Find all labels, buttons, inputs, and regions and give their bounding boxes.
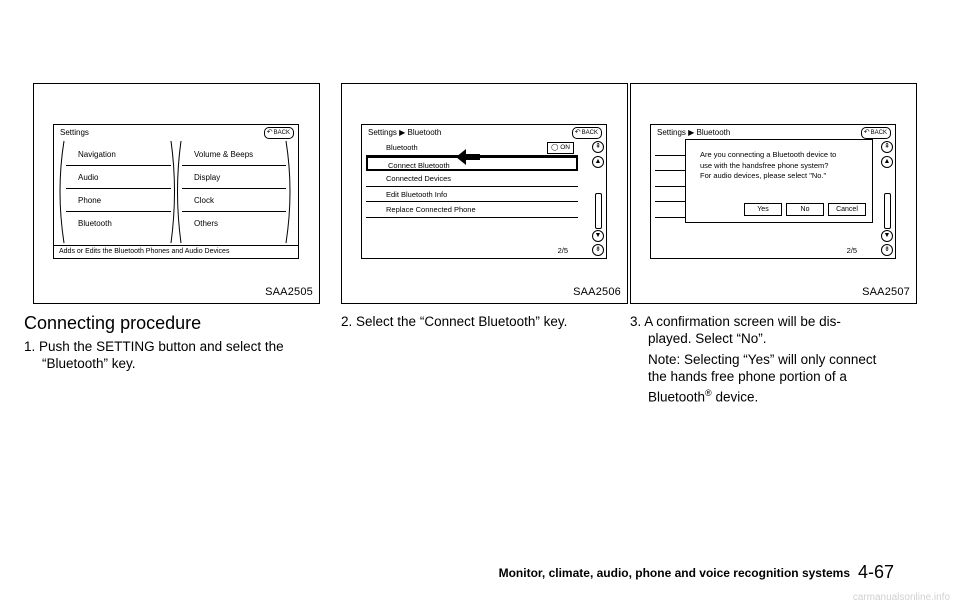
scroll-bottom-icon[interactable]: ⇟	[881, 244, 893, 256]
screen-settings	[53, 124, 299, 259]
list-item-connect-bluetooth[interactable]: Connect Bluetooth	[366, 156, 578, 172]
back-arrow-icon: ↶	[266, 129, 273, 136]
footer-section-title: Monitor, climate, audio, phone and voice recognition systems	[498, 566, 850, 580]
cancel-button[interactable]: Cancel	[828, 203, 866, 216]
list-item-connected-devices[interactable]: Connected Devices	[366, 171, 578, 187]
menu-item-phone[interactable]: Phone	[66, 189, 171, 212]
scroll-down-icon[interactable]: ▼	[881, 230, 893, 242]
figure-code: SAA2506	[573, 286, 621, 298]
menu-item-navigation[interactable]: Navigation	[66, 143, 171, 166]
back-arrow-icon: ↶	[574, 129, 581, 136]
step-3: 3. A confirmation screen will be dis- played. Select “No”. Note: Selecting “Yes” will only connect the hands free phone portion of a Bluetooth® device.	[630, 314, 877, 405]
section-heading: Connecting procedure	[24, 313, 202, 333]
back-button[interactable]: ↶ BACK	[572, 127, 602, 139]
figure-bluetooth-list	[341, 83, 628, 304]
screen-title: Settings ▶ Bluetooth	[368, 128, 442, 137]
figure-code: SAA2505	[265, 286, 313, 298]
list-item-replace-connected-phone[interactable]: Replace Connected Phone	[366, 202, 578, 218]
scroll-up-icon[interactable]: ▲	[592, 156, 604, 168]
menu-item-display[interactable]: Display	[182, 166, 286, 189]
step-1: 1. Push the SETTING button and select the “Bluetooth” key.	[24, 339, 284, 371]
menu-item-clock[interactable]: Clock	[182, 189, 286, 212]
menu-item-bluetooth[interactable]: Bluetooth	[78, 219, 112, 228]
menu-item-audio[interactable]: Audio	[66, 166, 171, 189]
dialog-message: Are you connecting a Bluetooth device to use with the handsfree phone system? For audio devices, please select "No."	[700, 150, 837, 180]
confirmation-dialog	[685, 139, 873, 223]
bluetooth-toggle[interactable]: ◯ ON	[547, 142, 574, 154]
page-number: 4-67	[857, 562, 894, 582]
scroll-up-icon[interactable]: ▲	[881, 156, 893, 168]
figure-confirmation	[630, 83, 917, 304]
screen-bluetooth	[361, 124, 607, 259]
scroll-track[interactable]	[595, 193, 602, 229]
page-indicator: 2/5	[846, 246, 857, 255]
screen-title: Settings ▶ Bluetooth	[657, 128, 731, 137]
screen-title: Settings	[60, 128, 89, 137]
watermark: carmanualsonline.info	[852, 592, 950, 603]
list-item-edit-bluetooth-info[interactable]: Edit Bluetooth Info	[366, 187, 578, 203]
step-2: 2. Select the “Connect Bluetooth” key.	[341, 314, 568, 329]
scroll-track[interactable]	[884, 193, 891, 229]
scroll-bottom-icon[interactable]: ⇟	[592, 244, 604, 256]
screen-confirmation	[650, 124, 896, 259]
scroll-top-icon[interactable]: ⇞	[592, 141, 604, 153]
scroll-down-icon[interactable]: ▼	[592, 230, 604, 242]
no-button[interactable]: No	[786, 203, 824, 216]
menu-item-others[interactable]: Others	[194, 219, 219, 228]
scroll-top-icon[interactable]: ⇞	[881, 141, 893, 153]
figure-settings-menu	[33, 83, 320, 304]
figure-code: SAA2507	[862, 286, 910, 298]
back-button[interactable]: ↶ BACK	[861, 127, 891, 139]
back-button[interactable]: ↶ BACK	[264, 127, 294, 139]
page-indicator: 2/5	[557, 246, 568, 255]
back-arrow-icon: ↶	[863, 129, 870, 136]
pointer-arrow-icon	[362, 125, 607, 259]
yes-button[interactable]: Yes	[744, 203, 782, 216]
hint-bar: Adds or Edits the Bluetooth Phones and Audio Devices	[54, 245, 298, 258]
menu-item-volume-beeps[interactable]: Volume & Beeps	[182, 143, 286, 166]
list-item-bluetooth[interactable]: Bluetooth ◯ ON	[366, 140, 578, 156]
